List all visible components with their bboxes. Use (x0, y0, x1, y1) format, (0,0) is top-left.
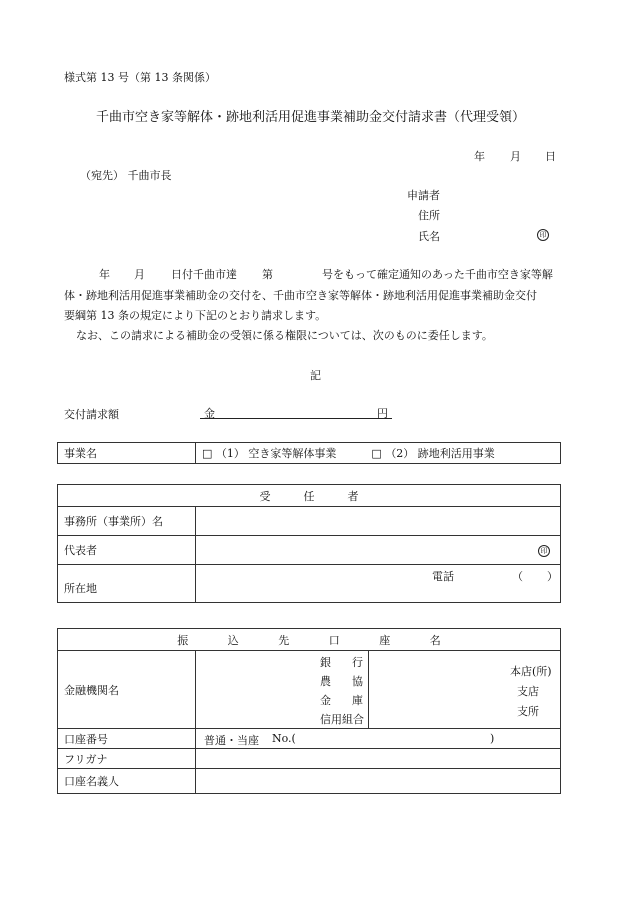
page-title: 千曲市空き家等解体・跡地利活用促進事業補助金交付請求書（代理受領） (96, 110, 526, 125)
body-line3: 要綱第 13 条の規定により下記のとおり請求します。 (64, 309, 327, 322)
location-label: 所在地 (58, 565, 196, 603)
claim-yen: 円 (377, 407, 388, 420)
account-type: 普通・当座 (204, 734, 259, 747)
branch-honten: 本店(所) (510, 665, 552, 678)
account-number-field[interactable] (196, 729, 561, 749)
body-year: 年 (99, 268, 110, 281)
project-opt2-label: （2） 跡地利活用事業 (385, 447, 495, 460)
body-line1-tail: 号をもって確定通知のあった千曲市空き家等解 (322, 268, 553, 281)
furigana-label: フリガナ (58, 749, 196, 769)
rep-field[interactable] (196, 536, 561, 565)
account-no-close: ) (490, 732, 495, 745)
ki-label: 記 (310, 369, 321, 382)
phone-close: ） (547, 570, 558, 583)
transfer-header-char: 振 (177, 633, 189, 647)
claim-kin: 金 (204, 407, 215, 420)
branch-shisho: 支所 (517, 705, 539, 718)
claim-amount-field[interactable] (200, 418, 392, 419)
body-line2: 体・跡地利活用促進事業補助金の交付を、千曲市空き家等解体・跡地利活用促進事業補助金交付 (64, 289, 537, 302)
applicant-heading: 申請者 (407, 189, 440, 202)
phone-label: 電話 (432, 570, 454, 583)
body-date-tatsu: 日付千曲市達 (171, 268, 237, 281)
applicant-name-label: 氏名 (418, 230, 440, 243)
bank-type-char: 庫 (352, 694, 363, 707)
office-field[interactable] (196, 507, 561, 536)
bank-type-char: 協 (352, 675, 363, 688)
account-number-label: 口座番号 (58, 729, 196, 749)
bank-type-char: 行 (352, 656, 363, 669)
project-table (57, 442, 561, 464)
delegate-header-char: 者 (347, 489, 359, 503)
branch-shiten: 支店 (517, 685, 539, 698)
bank-type-shinkumi: 信用組合 (320, 713, 364, 726)
transfer-header-char: 座 (379, 633, 391, 647)
rep-seal-icon: 印 (538, 545, 550, 557)
body-month: 月 (134, 268, 145, 281)
project-opt2-checkbox[interactable]: □ (371, 447, 382, 460)
delegate-header (58, 485, 561, 507)
applicant-seal-icon: 印 (537, 229, 549, 241)
project-opt1-label: （1） 空き家等解体事業 (215, 447, 337, 460)
transfer-header-char: 先 (278, 633, 290, 647)
project-opt1-checkbox[interactable]: □ (202, 447, 213, 460)
office-label: 事務所（事業所）名 (58, 507, 196, 536)
branch-field[interactable] (369, 651, 561, 729)
account-holder-field[interactable] (196, 769, 561, 794)
date-day: 日 (545, 150, 556, 163)
delegate-table (57, 484, 561, 603)
rep-label: 代表者 (58, 536, 196, 565)
body-line4: なお、この請求による補助金の受領に係る権限については、次のものに委任します。 (76, 329, 493, 342)
body-dai: 第 (262, 268, 273, 281)
account-holder-label: 口座名義人 (58, 769, 196, 794)
bank-type-char: 農 (320, 675, 331, 688)
form-number: 様式第 13 号（第 13 条関係） (64, 71, 216, 84)
project-options (196, 443, 561, 464)
project-label: 事業名 (58, 443, 196, 464)
delegate-header-char: 受 (259, 489, 271, 503)
transfer-table (57, 628, 561, 794)
addressee: （宛先） 千曲市長 (80, 169, 172, 182)
transfer-header-char: 込 (227, 633, 239, 647)
location-field[interactable] (196, 565, 561, 603)
bank-type-char: 銀 (320, 656, 331, 669)
bank-name-field[interactable] (196, 651, 369, 729)
delegate-header-char: 任 (303, 489, 315, 503)
furigana-field[interactable] (196, 749, 561, 769)
bank-type-char: 金 (320, 694, 331, 707)
applicant-address-label: 住所 (418, 209, 440, 222)
transfer-header-char: 名 (429, 633, 441, 647)
account-no-open: No.( (272, 732, 296, 745)
date-month: 月 (510, 150, 521, 163)
phone-open: （ (512, 570, 523, 583)
transfer-header-char: 口 (328, 633, 340, 647)
transfer-header (58, 629, 561, 651)
claim-label: 交付請求額 (64, 408, 119, 421)
bank-label: 金融機関名 (58, 651, 196, 729)
date-year: 年 (474, 150, 485, 163)
